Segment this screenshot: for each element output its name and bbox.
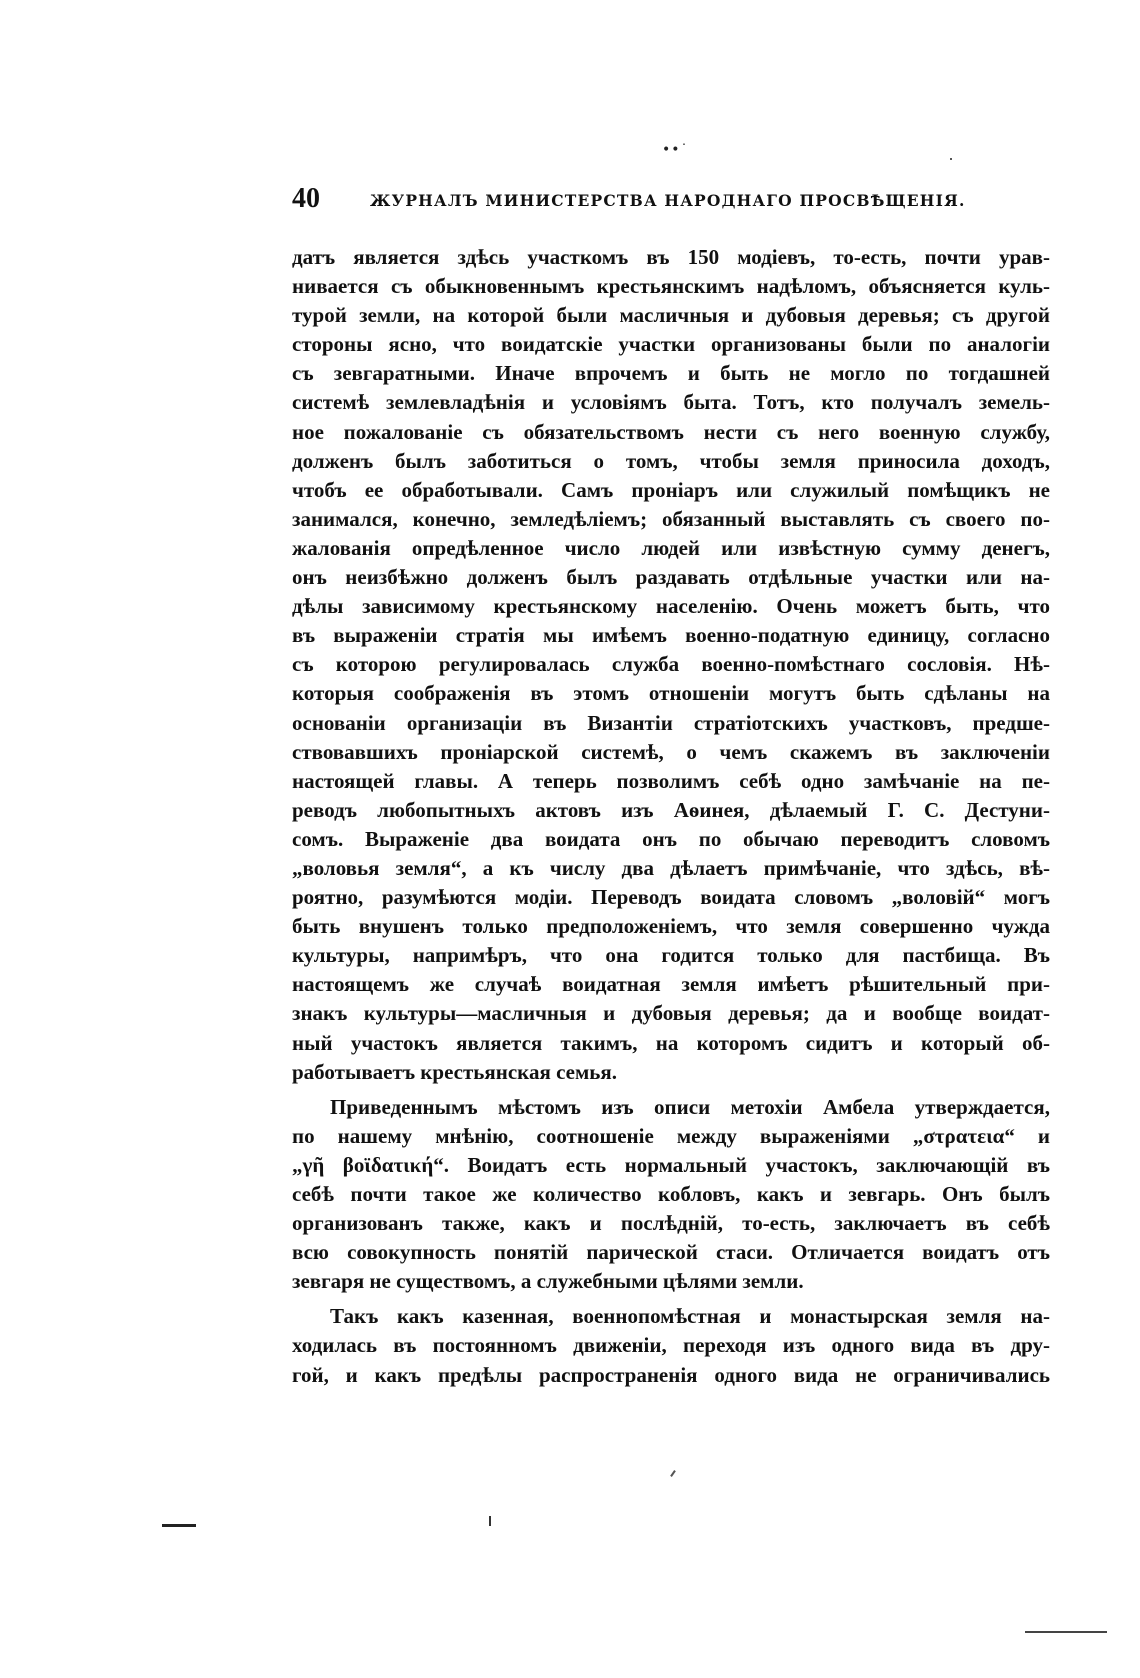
text-line: роятно, разумѣются модіи. Переводъ воидата словомъ „воловій“ могъ [292, 885, 1050, 910]
text-line: ное пожалованіе съ обязательствомъ нести съ него военную службу, [292, 419, 1050, 444]
text-line: культуры, напримѣръ, что она годится только для пастбища. Въ [292, 943, 1050, 968]
top-mark: ••˙ [662, 142, 689, 158]
text-line: ный участокъ является такимъ, на которомъ сидитъ и который об- [292, 1030, 1050, 1055]
text-line: дѣлы зависимому крестьянскому населенію. Очень можетъ быть, что [292, 594, 1050, 619]
print-speck [950, 158, 952, 160]
text-line: реводъ любопытныхъ актовъ изъ Аѳинея, дѣлаемый Г. С. Дестуни- [292, 797, 1050, 822]
text-line: сомъ. Выраженіе два воидата онъ по обычаю переводитъ словомъ [292, 826, 1050, 851]
text-line: занимался, конечно, земледѣліемъ; обязанный выставлять съ своего по- [292, 506, 1050, 531]
paragraph-end-line: зевгаря не существомъ, а служебными цѣлями земли. [292, 1269, 804, 1294]
page-header [292, 183, 1052, 223]
running-head: ЖУРНАЛЪ МИНИСТЕРСТВА НАРОДНАГО ПРОСВѢЩЕНІЯ. [370, 191, 966, 210]
text-line: жалованія опредѣленное число людей или извѣстную сумму денегъ, [292, 535, 1050, 560]
text-line: гой, и какъ предѣлы распространенія одного вида не ограничивались [292, 1362, 1050, 1387]
page-number: 40 [292, 183, 320, 214]
text-line: всю совокупность понятій парической стаси. Отличается воидатъ отъ [292, 1240, 1050, 1265]
text-line: по нашему мнѣнію, соотношеніе между выраженіями „στρατεια“ и [292, 1123, 1050, 1148]
text-line: датъ является здѣсь участкомъ въ 150 модіевъ, то-есть, почти урав- [292, 245, 1050, 269]
text-line: „воловья земля“, а къ числу два дѣлаетъ примѣчаніе, что здѣсь, вѣ- [292, 855, 1050, 880]
margin-rule [1025, 1631, 1107, 1633]
text-line: турой земли, на которой были масличныя и дубовыя деревья; съ другой [292, 303, 1050, 328]
text-line: настоящей главы. А теперь позволимъ себѣ одно замѣчаніе на пе- [292, 768, 1050, 793]
body-text [292, 243, 1050, 1390]
text-line: ствовавшихъ проніарской системѣ, о чемъ скажемъ въ заключеніи [292, 739, 1050, 764]
text-line: системѣ землевладѣнія и условіямъ быта. Тотъ, кто получалъ земель- [292, 390, 1050, 415]
print-speck [670, 1470, 676, 1477]
text-line: организованъ также, какъ и послѣдній, то-есть, заключаетъ въ себѣ [292, 1211, 1050, 1236]
paragraph-start-line: Приведеннымъ мѣстомъ изъ описи метохіи Амбела утверждается, [330, 1094, 1050, 1119]
margin-dash [162, 1524, 196, 1527]
text-line: которыя соображенія въ этомъ отношеніи могутъ быть сдѣланы на [292, 681, 1050, 706]
text-line: нивается съ обыкновеннымъ крестьянскимъ надѣломъ, объясняется куль- [292, 274, 1050, 299]
print-speck [489, 1516, 491, 1526]
text-line: „γῆ βοϊδατική“. Воидатъ есть нормальный участокъ, заключающій въ [292, 1152, 1050, 1177]
text-line: себѣ почти такое же количество кобловъ, какъ и зевгарь. Онъ былъ [292, 1182, 1050, 1206]
text-line: стороны ясно, что воидатскіе участки организованы были по аналогіи [292, 332, 1050, 357]
text-line: чтобъ ее обработывали. Самъ проніаръ или служилый помѣщикъ не [292, 477, 1050, 502]
paragraph-end-line: работываетъ крестьянская семья. [292, 1059, 617, 1084]
text-line: настоящемъ же случаѣ воидатная земля имѣетъ рѣшительный при- [292, 972, 1050, 997]
text-line: знакъ культуры—масличныя и дубовыя деревья; да и вообще воидат- [292, 1001, 1050, 1026]
text-line: ходилась въ постоянномъ движеніи, переходя изъ одного вида въ дру- [292, 1333, 1050, 1358]
text-line: долженъ былъ заботиться о томъ, чтобы земля приносила доходъ, [292, 448, 1050, 473]
text-line: быть внушенъ только предположеніемъ, что земля совершенно чужда [292, 914, 1050, 939]
text-line: съ которою регулировалась служба военно-помѣстнаго сословія. Нѣ- [292, 652, 1050, 677]
text-line: въ выраженіи стратія мы имѣемъ военно-податную единицу, согласно [292, 623, 1050, 648]
text-line: онъ неизбѣжно долженъ былъ раздавать отдѣльные участки или на- [292, 565, 1050, 590]
text-line: основаніи организаціи въ Византіи стратіотскихъ участковъ, предше- [292, 710, 1050, 735]
paragraph-start-line: Такъ какъ казенная, военнопомѣстная и монастырская земля на- [330, 1304, 1050, 1329]
text-line: съ зевгаратными. Иначе впрочемъ и быть не могло по тогдашней [292, 361, 1050, 386]
